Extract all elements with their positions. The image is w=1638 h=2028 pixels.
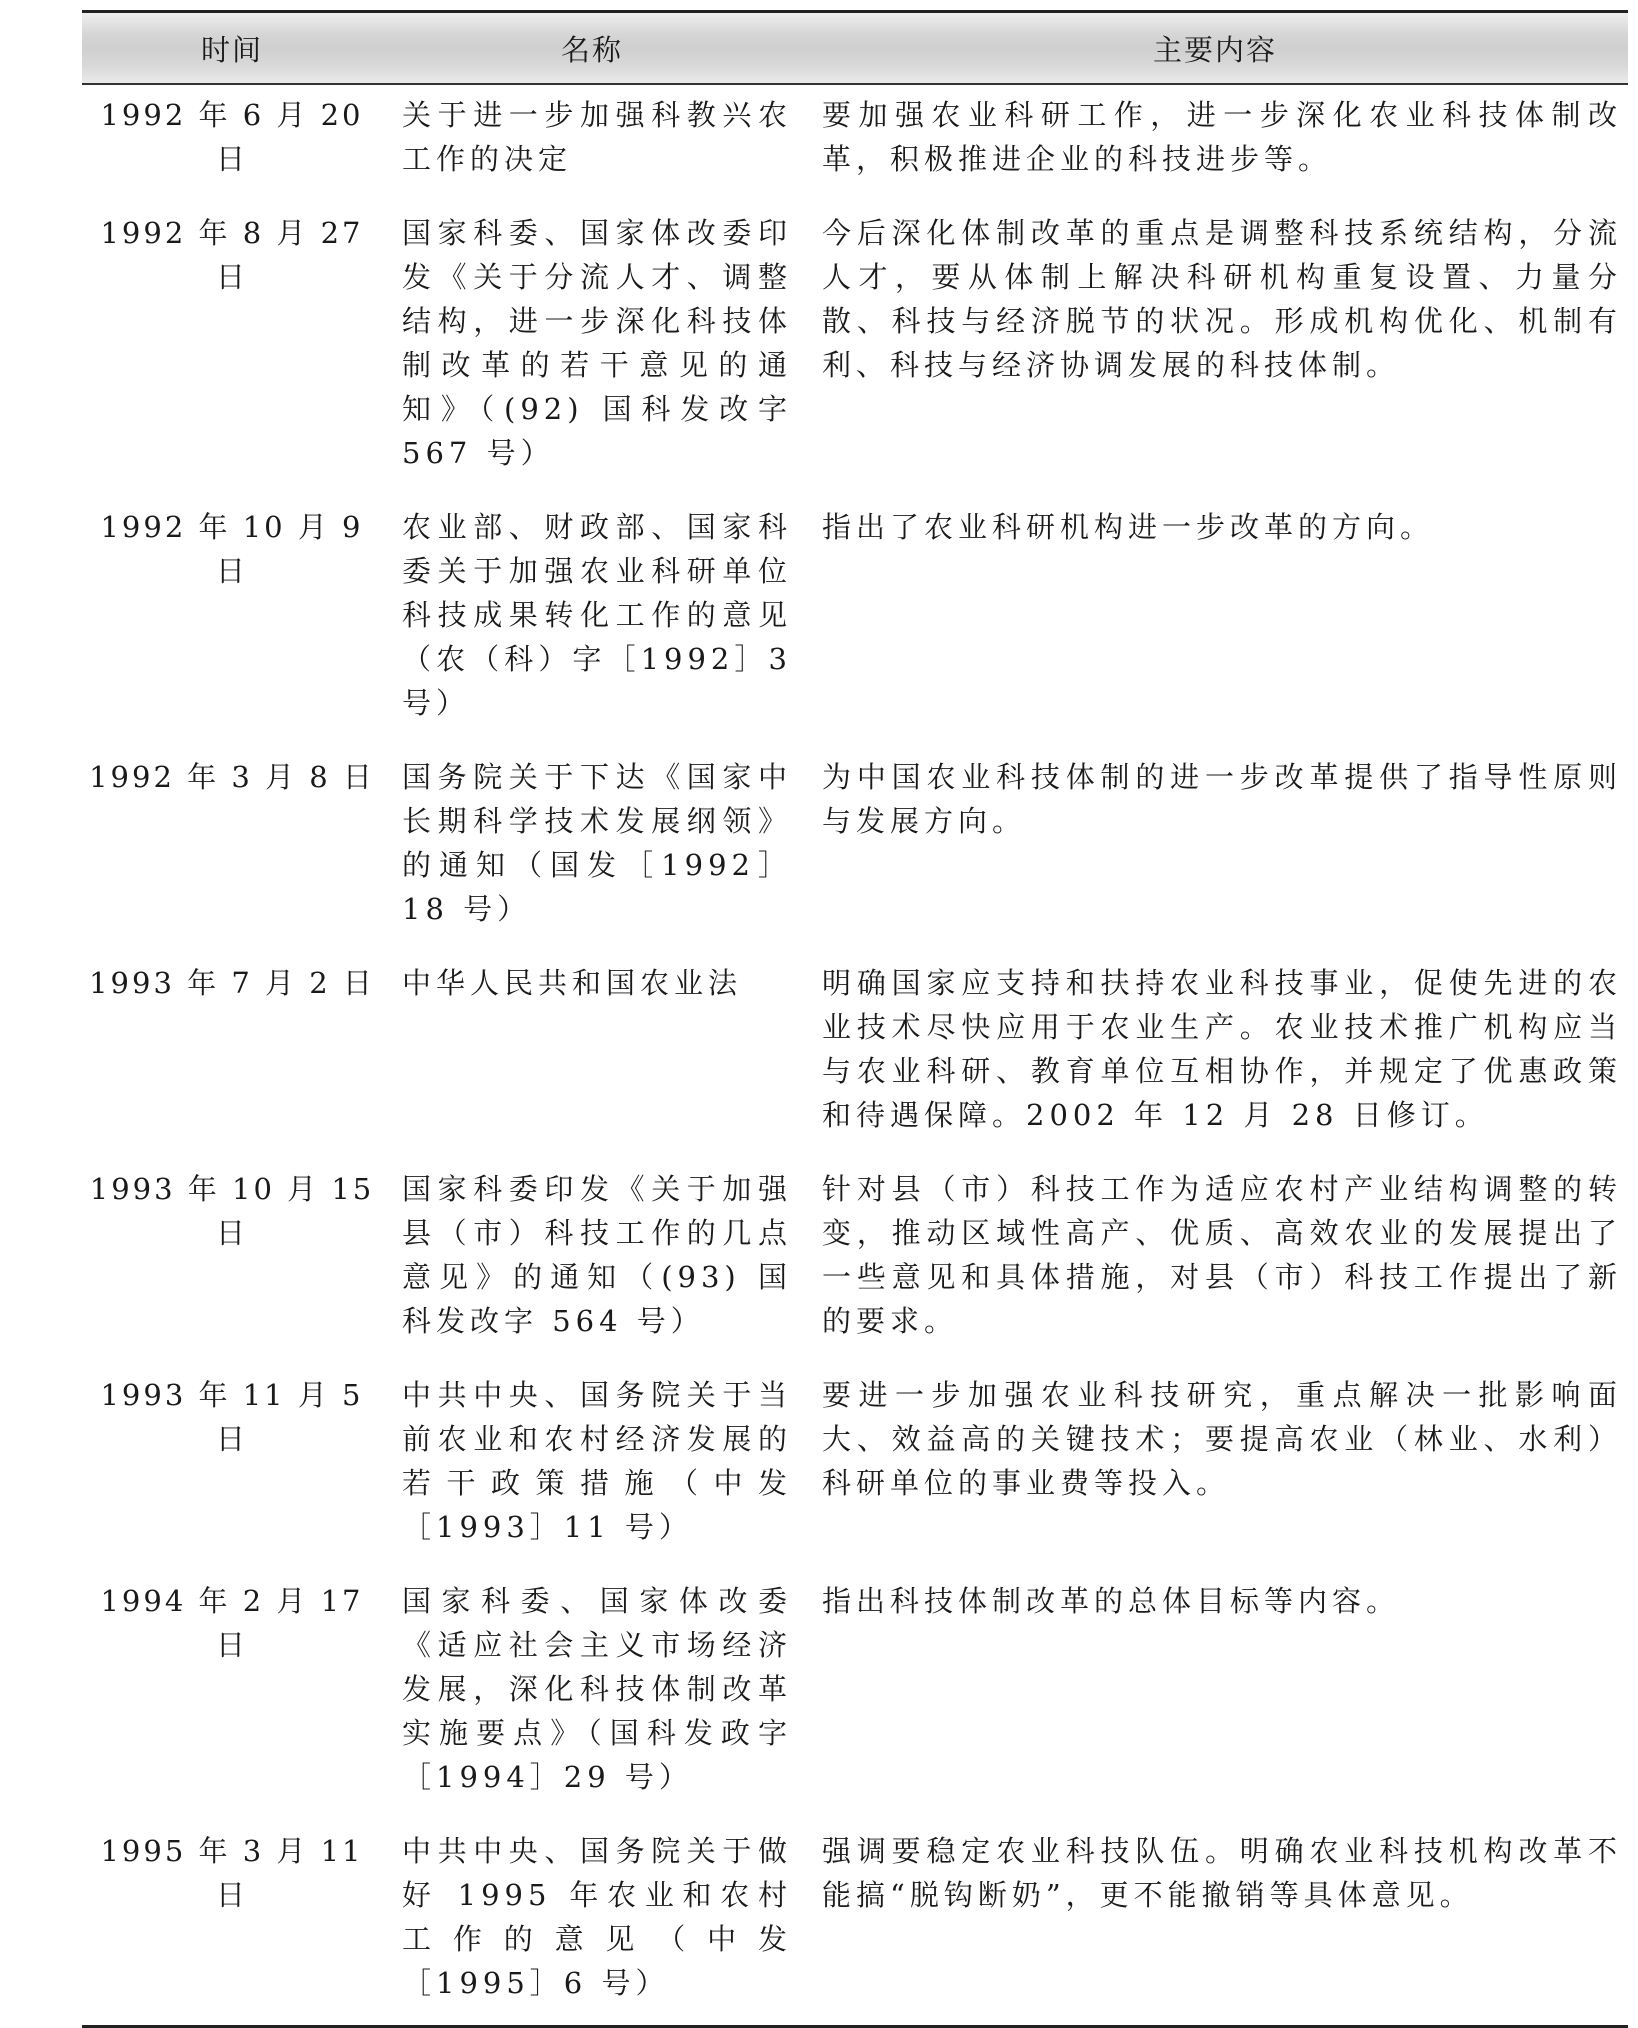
table-row	[82, 201, 1628, 495]
table-row	[82, 1157, 1628, 1363]
header-time: 时间	[200, 32, 263, 67]
table-header	[82, 12, 1628, 85]
cell-name: 中华人民共和国农业法	[402, 966, 743, 1000]
cell-time: 1994 年 2 月 17 日	[100, 1584, 364, 1662]
cell-time: 1992 年 8 月 27 日	[100, 216, 364, 294]
table-row	[82, 745, 1628, 951]
cell-content: 要加强农业科研工作，进一步深化农业科技体制改革，积极推进企业的科技进步等。	[822, 98, 1622, 176]
header-name: 名称	[560, 32, 623, 67]
policy-table-container	[82, 10, 1628, 2028]
cell-content: 针对县（市）科技工作为适应农村产业结构调整的转变，推动区域性高产、优质、高效农业的发展提出了一些意见和具体措施，对县（市）科技工作提出了新的要求。	[822, 1172, 1622, 1338]
cell-time: 1993 年 7 月 2 日	[89, 966, 375, 1000]
cell-name: 国家科委印发《关于加强县（市）科技工作的几点意见》的通知（(93) 国科发改字 564 号）	[402, 1172, 792, 1338]
cell-content: 明确国家应支持和扶持农业科技事业，促使先进的农业技术尽快应用于农业生产。农业技术推广机构应当与农业科研、教育单位互相协作，并规定了优惠政策和待遇保障。2002 年 12 月 28 日修订。	[822, 966, 1622, 1132]
policy-table	[82, 10, 1628, 2028]
header-row	[82, 12, 1628, 85]
cell-name: 中共中央、国务院关于做好 1995 年农业和农村工作的意见（中发［1995］6 号）	[402, 1834, 792, 2000]
cell-content: 指出了农业科研机构进一步改革的方向。	[822, 510, 1435, 544]
cell-time: 1992 年 6 月 20 日	[100, 98, 364, 176]
table-row	[82, 1363, 1628, 1569]
cell-name: 中共中央、国务院关于当前农业和农村经济发展的若干政策措施（中发［1993］11 号）	[402, 1378, 792, 1544]
cell-time: 1993 年 10 月 15 日	[89, 1172, 375, 1250]
cell-time: 1992 年 10 月 9 日	[100, 510, 364, 588]
table-row	[82, 951, 1628, 1157]
cell-time: 1993 年 11 月 5 日	[100, 1378, 364, 1456]
cell-name: 关于进一步加强科教兴农工作的决定	[402, 98, 792, 176]
cell-name: 国家科委、国家体改委《适应社会主义市场经济发展，深化科技体制改革实施要点》（国科发政字［1994］29 号）	[402, 1584, 792, 1794]
cell-content: 指出科技体制改革的总体目标等内容。	[822, 1584, 1401, 1618]
cell-content: 为中国农业科技体制的进一步改革提供了指导性原则与发展方向。	[822, 760, 1622, 838]
table-row	[82, 495, 1628, 745]
cell-time: 1995 年 3 月 11 日	[100, 1834, 364, 1912]
cell-name: 国家科委、国家体改委印发《关于分流人才、调整结构，进一步深化科技体制改革的若干意见的通知》（(92) 国科发改字 567 号）	[402, 216, 792, 470]
cell-time: 1992 年 3 月 8 日	[89, 760, 375, 794]
cell-name: 农业部、财政部、国家科委关于加强农业科研单位科技成果转化工作的意见（农（科）字［1992］3 号）	[402, 510, 792, 720]
table-row	[82, 1819, 1628, 2027]
table-body	[82, 84, 1628, 2027]
cell-name: 国务院关于下达《国家中长期科学技术发展纲领》的通知（国发［1992］18 号）	[402, 760, 792, 926]
cell-content: 强调要稳定农业科技队伍。明确农业科技机构改革不能搞“脱钩断奶”，更不能撤销等具体意见。	[822, 1834, 1622, 1912]
cell-content: 要进一步加强农业科技研究，重点解决一批影响面大、效益高的关键技术；要提高农业（林业、水利）科研单位的事业费等投入。	[822, 1378, 1622, 1500]
cell-content: 今后深化体制改革的重点是调整科技系统结构，分流人才，要从体制上解决科研机构重复设置、力量分散、科技与经济脱节的状况。形成机构优化、机制有利、科技与经济协调发展的科技体制。	[822, 216, 1622, 382]
header-content: 主要内容	[1152, 32, 1277, 67]
table-row	[82, 84, 1628, 201]
table-row	[82, 1569, 1628, 1819]
